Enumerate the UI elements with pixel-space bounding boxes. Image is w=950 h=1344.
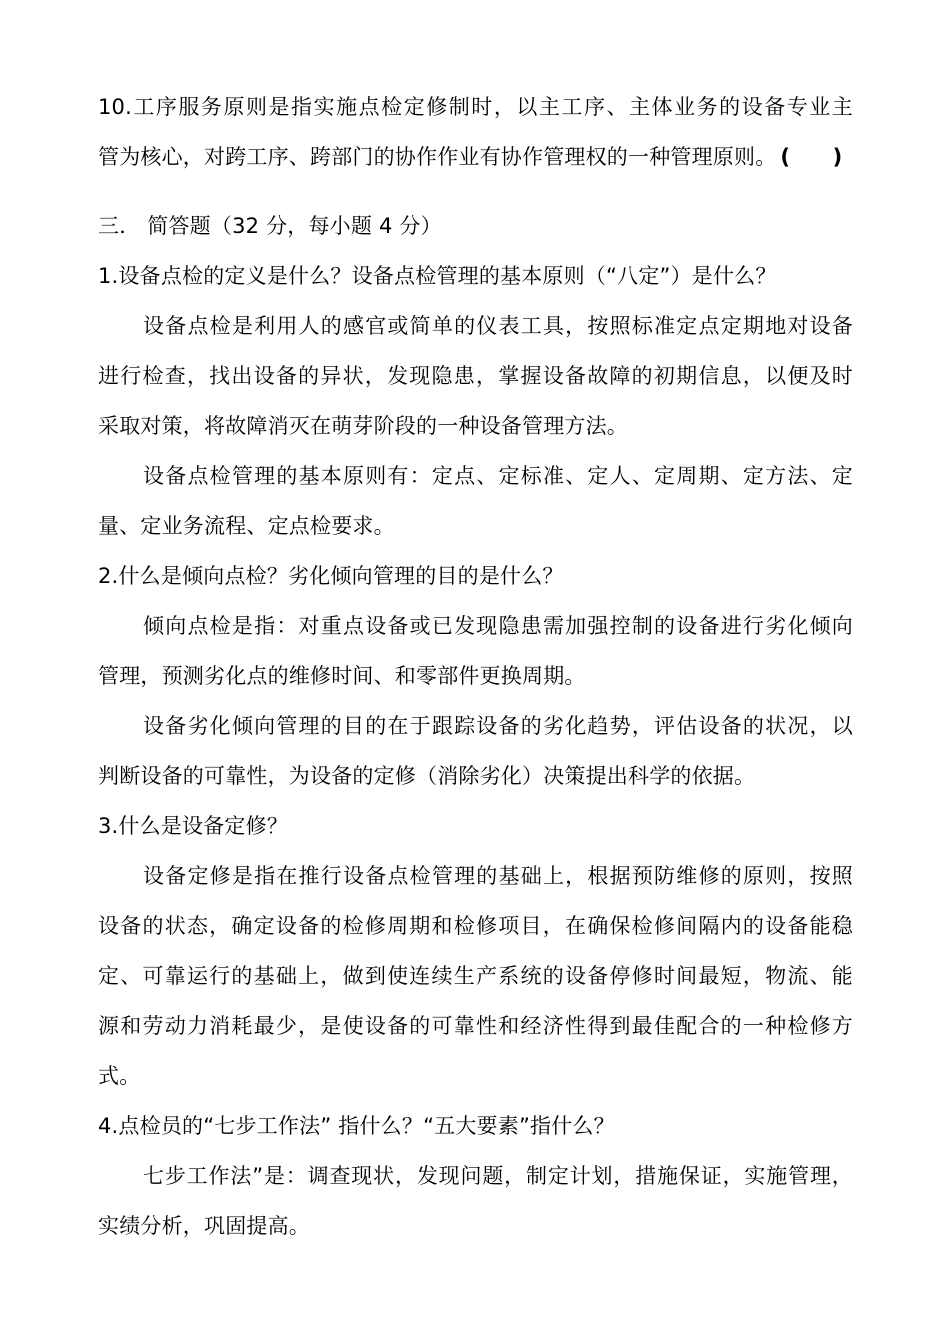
answer-line: 管理，预测劣化点的维修时间、和零部件更换周期。 (98, 664, 586, 688)
answer-line: 采取对策，将故障消灭在萌芽阶段的一种设备管理方法。 (98, 414, 628, 438)
question-3-title: 3.什么是设备定修？ (98, 814, 289, 838)
answer-line: 设备点检管理的基本原则有：定点、定标准、定人、定周期、定方法、定 (143, 464, 853, 488)
answer-line: 设备劣化倾向管理的目的在于跟踪设备的劣化趋势，评估设备的状况，以 (143, 714, 853, 738)
section-heading: 三． 简答题（32 分，每小题 4 分） (98, 214, 442, 238)
answer-line: 量、定业务流程、定点检要求。 (98, 514, 395, 538)
answer-line: 倾向点检是指：对重点设备或已发现隐患需加强控制的设备进行劣化倾向 (143, 614, 853, 638)
answer-line: 进行检查，找出设备的异状，发现隐患，掌握设备故障的初期信息，以便及时 (98, 364, 853, 388)
question-4-title: 4.点检员的“七步工作法” 指什么？“五大要素”指什么？ (98, 1114, 615, 1138)
answer-line: 式。 (98, 1064, 141, 1088)
answer-line: 设备的状态，确定设备的检修周期和检修项目，在确保检修间隔内的设备能稳 (98, 914, 853, 938)
q10-line-2-text: 管为核心，对跨工序、跨部门的协作作业有协作管理权的一种管理原则。 (98, 145, 777, 169)
question-2-title: 2.什么是倾向点检？劣化倾向管理的目的是什么？ (98, 564, 564, 588)
answer-line: 七步工作法”是：调查现状，发现问题，制定计划，措施保证，实施管理， (143, 1164, 853, 1188)
question-1-title: 1.设备点检的定义是什么？设备点检管理的基本原则（“八定”）是什么？ (98, 264, 777, 288)
answer-line: 实绩分析，巩固提高。 (98, 1214, 310, 1238)
answer-line: 定、可靠运行的基础上，做到使连续生产系统的设备停修时间最短，物流、能 (98, 964, 853, 988)
q10-line-2 (98, 142, 868, 172)
q10-line-1: 10.工序服务原则是指实施点检定修制时，以主工序、主体业务的设备专业主 (98, 95, 853, 119)
answer-line: 设备定修是指在推行设备点检管理的基础上，根据预防维修的原则，按照 (143, 864, 853, 888)
answer-line: 设备点检是利用人的感官或简单的仪表工具，按照标准定点定期地对设备 (143, 314, 853, 338)
q10-answer-blank: ( ) (780, 145, 843, 169)
answer-line: 源和劳动力消耗最少，是使设备的可靠性和经济性得到最佳配合的一种检修方 (98, 1014, 853, 1038)
answer-line: 判断设备的可靠性，为设备的定修（消除劣化）决策提出科学的依据。 (98, 764, 756, 788)
